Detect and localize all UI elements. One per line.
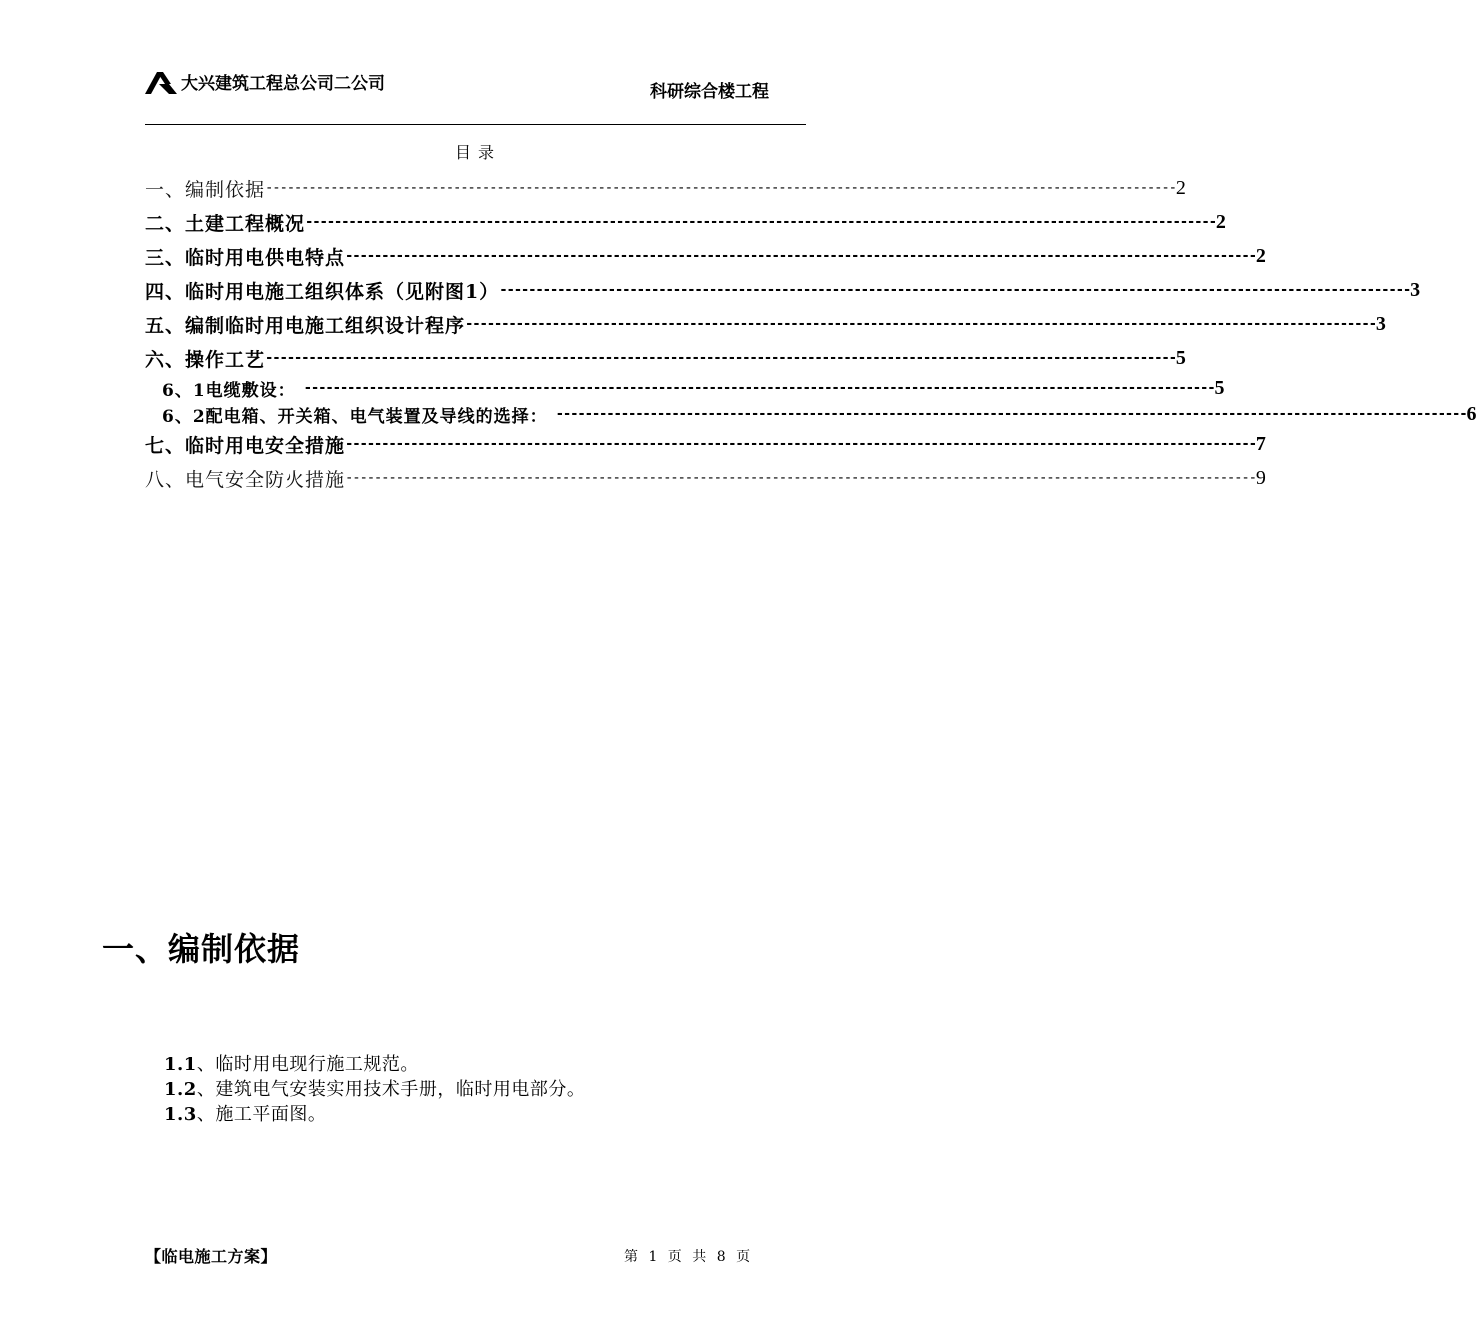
toc-leader: ------------------------------------------------------------------------------------------------------------------------------ [265, 350, 1176, 366]
toc-entry-label: 6、1电缆敷设： [162, 380, 296, 401]
toc-leader: ------------------------------------------------------------------------------------------------------------------------------ [499, 282, 1411, 298]
toc-entry-label: 二、土建工程概况 [145, 212, 306, 235]
toc-entry[interactable] [145, 461, 1266, 495]
toc-entry-label: 八、电气安全防火措施 [145, 468, 346, 491]
toc-leader: ------------------------------------------------------------------------------------------------------------------------------ [465, 316, 1376, 332]
list-item [164, 1052, 585, 1077]
section-heading: 一、编制依据 [102, 930, 301, 968]
toc-leader: ------------------------------------------------------------------------------------------------------------------------------ [345, 436, 1256, 452]
company-name: 大兴建筑工程总公司二公司 [181, 74, 385, 94]
item-number: 1.3 [164, 1104, 197, 1125]
project-name: 科研综合楼工程 [650, 82, 769, 102]
toc-leader: ------------------------------------------------------------------------------------------------------------------------------ [305, 214, 1216, 230]
toc-entry[interactable] [145, 205, 1226, 239]
toc-entry-page: 6 [1466, 402, 1477, 425]
toc-entry-page: 3 [1410, 278, 1421, 301]
toc-entry[interactable] [145, 273, 1421, 307]
item-text: 、临时用电现行施工规范。 [196, 1054, 419, 1075]
toc-entry-page: 7 [1255, 432, 1266, 455]
toc-entry-label: 四、临时用电施工组织体系（见附图1） [145, 280, 500, 303]
toc-subentry[interactable] [145, 401, 1477, 427]
toc-entry-page: 3 [1375, 312, 1386, 335]
toc-entry-label: 六、操作工艺 [145, 348, 266, 371]
reference-list [164, 1052, 585, 1127]
toc-leader: ------------------------------------------------------------------------------------------------------------------------------ [303, 380, 1215, 396]
footer-page-info: 第 1 页 共 8 页 [624, 1249, 751, 1265]
list-item [164, 1102, 585, 1127]
toc-entry-label: 七、临时用电安全措施 [145, 434, 346, 457]
toc-entry-label: 一、编制依据 [145, 178, 266, 201]
toc-leader: ------------------------------------------------------------------------------------------------------------------------------ [265, 180, 1176, 196]
toc-leader: ------------------------------------------------------------------------------------------------------------------------------ [345, 248, 1256, 264]
item-number: 1.1 [164, 1054, 197, 1075]
toc-entry-page: 2 [1215, 210, 1226, 233]
item-text: 、施工平面图。 [196, 1104, 327, 1125]
toc-entry[interactable] [145, 341, 1186, 375]
toc-leader: ------------------------------------------------------------------------------------------------------------------------------ [345, 470, 1256, 486]
header-company-block [143, 70, 385, 96]
toc-entry-page: 5 [1175, 346, 1186, 369]
item-text: 、建筑电气安装实用技术手册，临时用电部分。 [196, 1079, 586, 1100]
toc-entry[interactable] [145, 171, 1186, 205]
company-logo-icon [143, 70, 179, 96]
toc-subentry[interactable] [145, 375, 1225, 401]
footer-doc-name: 【临电施工方案】 [145, 1247, 278, 1266]
table-of-contents [145, 171, 1477, 495]
toc-leader: ------------------------------------------------------------------------------------------------------------------------------ [555, 406, 1467, 422]
toc-entry[interactable] [145, 239, 1266, 273]
toc-entry-label: 6、2配电箱、开关箱、电气装置及导线的选择： [162, 406, 548, 427]
toc-entry-label: 三、临时用电供电特点 [145, 246, 346, 269]
toc-entry-page: 2 [1175, 176, 1186, 199]
header-divider [145, 124, 806, 125]
list-item [164, 1077, 585, 1102]
toc-entry[interactable] [145, 427, 1266, 461]
item-number: 1.2 [164, 1079, 197, 1100]
toc-entry-label: 五、编制临时用电施工组织设计程序 [145, 314, 466, 337]
toc-entry[interactable] [145, 307, 1386, 341]
toc-entry-page: 5 [1214, 376, 1225, 399]
toc-title: 目 录 [454, 143, 496, 162]
toc-entry-page: 9 [1255, 466, 1266, 489]
toc-entry-page: 2 [1255, 244, 1266, 267]
